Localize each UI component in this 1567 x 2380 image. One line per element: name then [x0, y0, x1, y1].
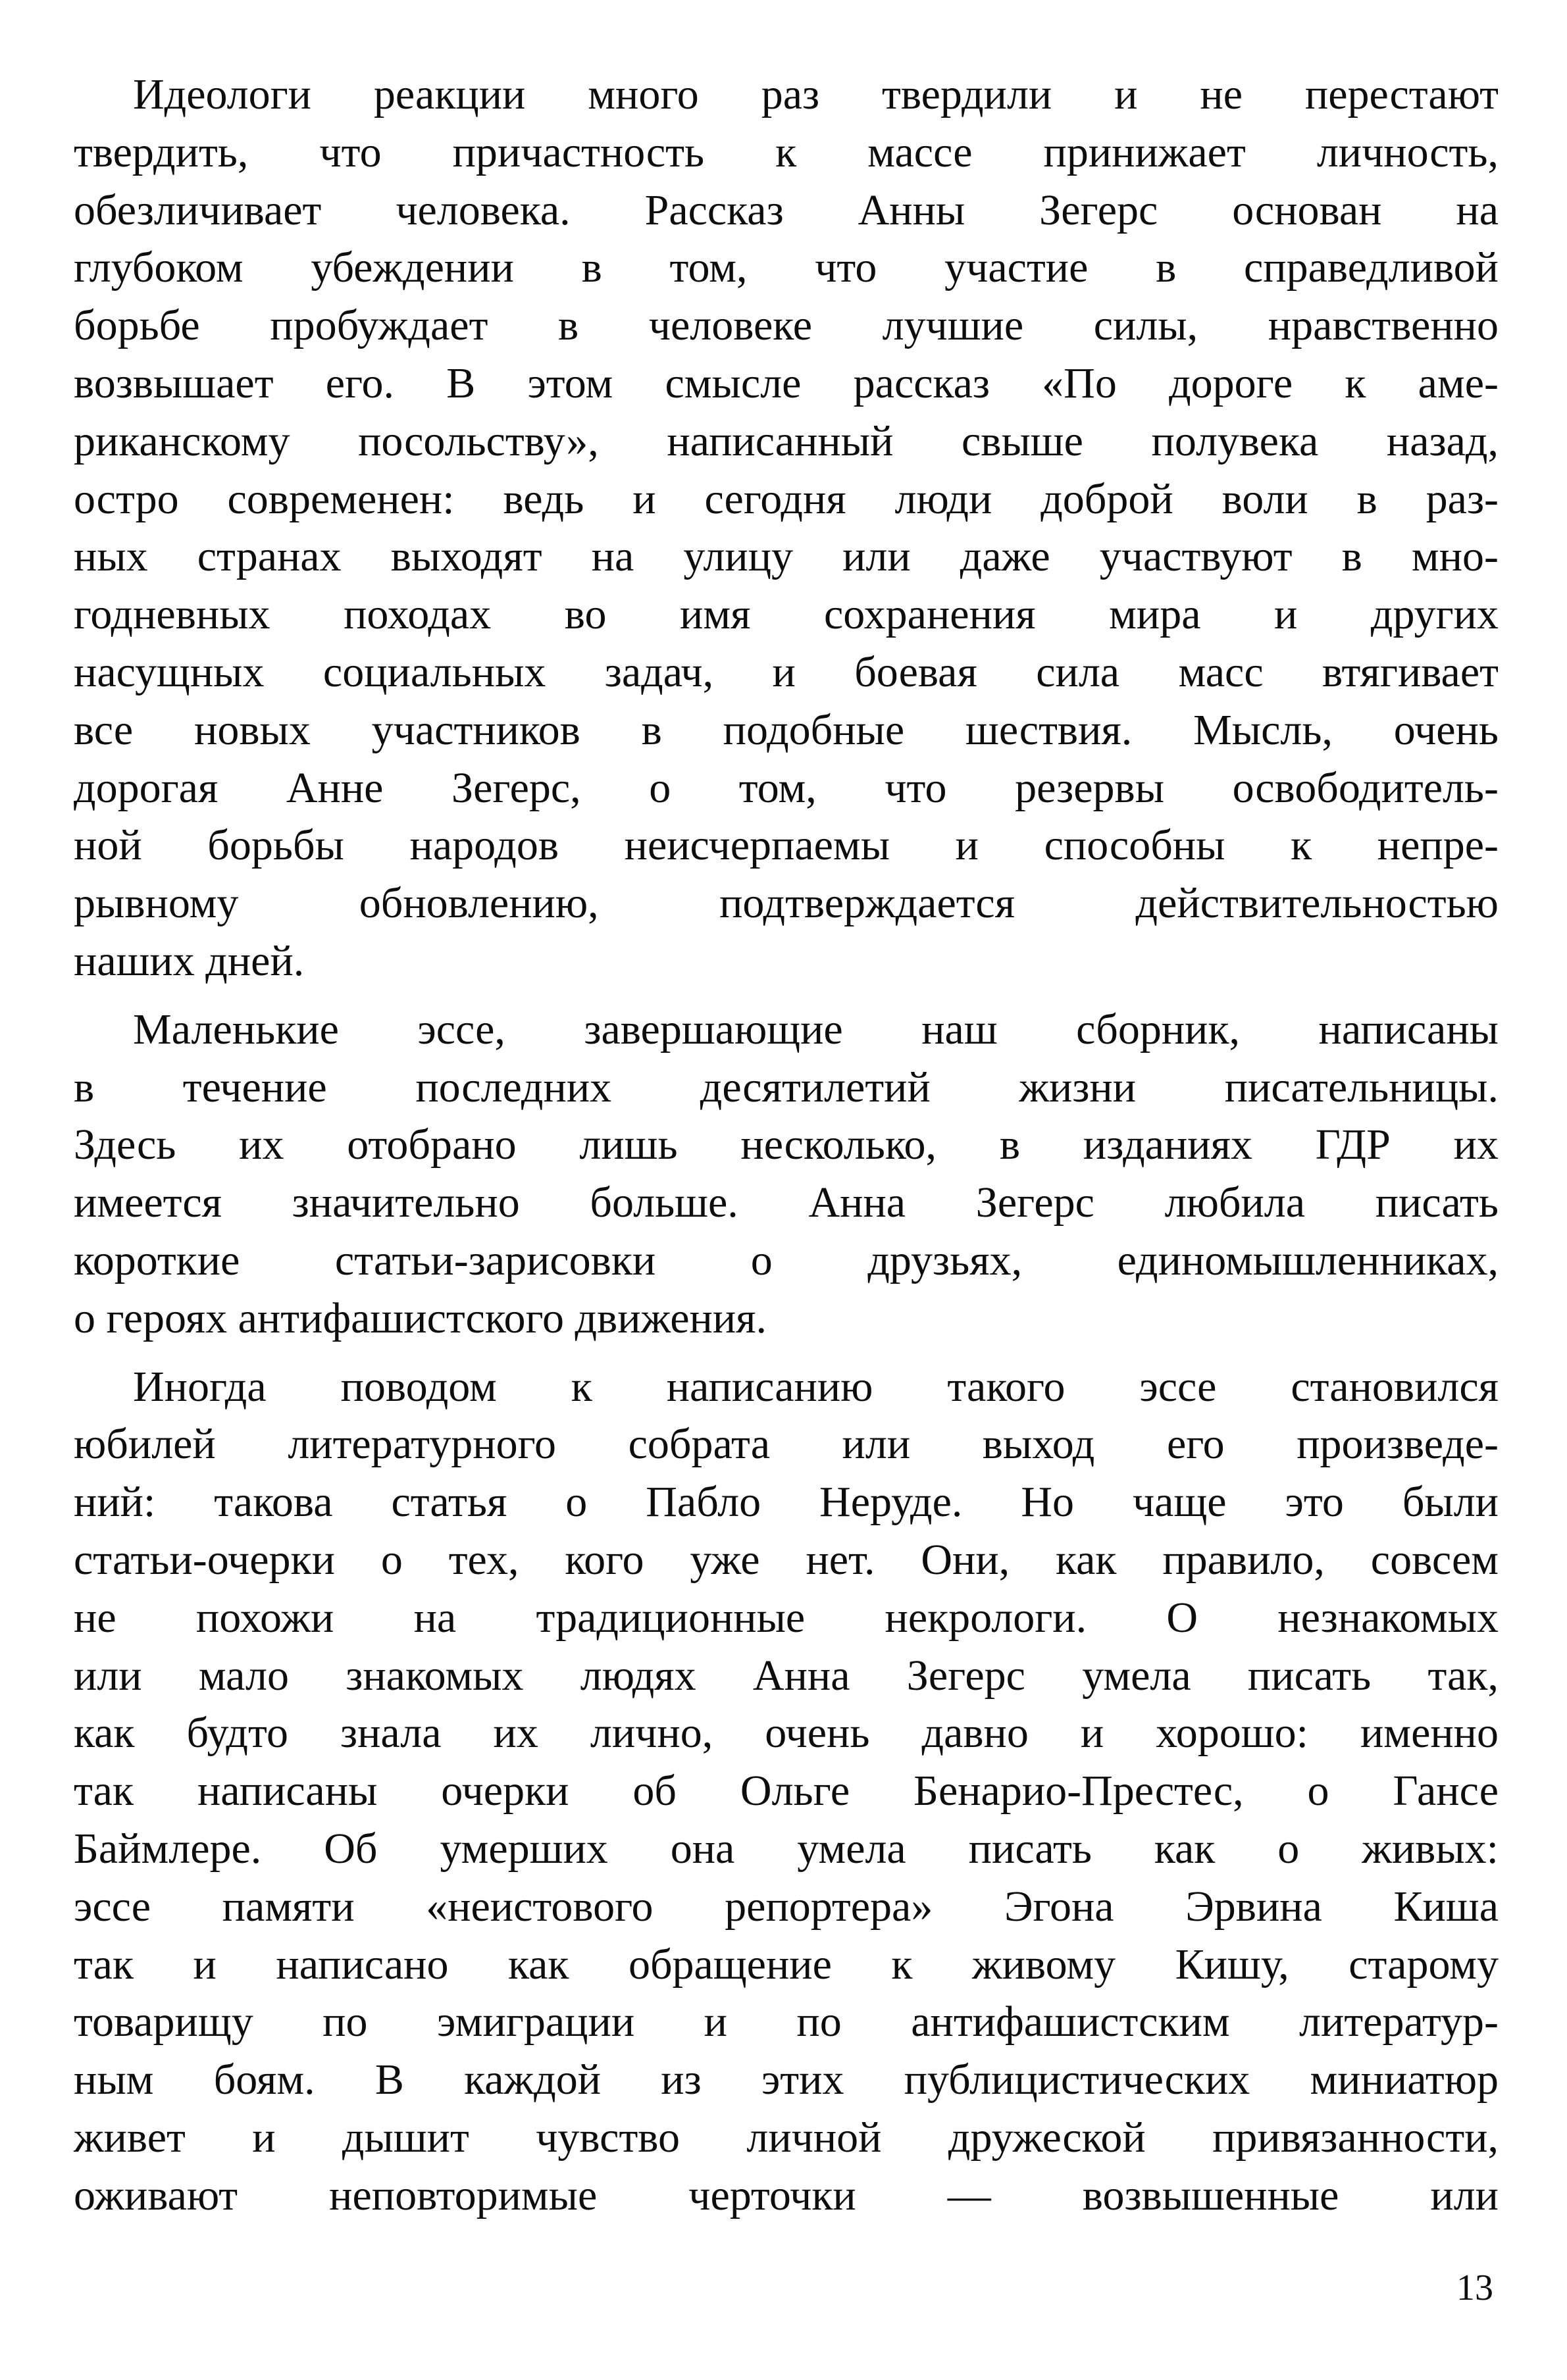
text-line: оживают неповторимые черточки — возвышенные или [74, 2171, 1499, 2219]
text-line: все новых участников в подобные шествия. Мысль, очень [74, 705, 1499, 754]
paragraph-1 [74, 66, 1499, 990]
text-line: возвышает его. В этом смысле рассказ «По дороге к аме- [74, 359, 1499, 407]
text-line: наших дней. [74, 936, 305, 985]
text-line: или мало знакомых людях Анна Зегерс умела писать так, [74, 1651, 1499, 1700]
text-line: ний: такова статья о Пабло Неруде. Но чаще это были [74, 1478, 1499, 1527]
text-line: Здесь их отобрано лишь несколько, в изданиях ГДР их [74, 1121, 1499, 1169]
text-line: о героях антифашистского движения. [74, 1294, 767, 1342]
text-line: дорогая Анне Зегерс, о том, что резервы освободитель- [74, 763, 1499, 812]
text-line: глубоком убеждении в том, что участие в справедливой [74, 243, 1499, 292]
paragraph-3 [74, 1358, 1499, 2225]
text-line: годневных походах во имя сохранения мира и других [74, 590, 1499, 639]
page-number: 13 [1456, 2267, 1493, 2308]
text-line: в течение последних десятилетий жизни писательницы. [74, 1063, 1499, 1111]
text-line: Баймлере. Об умерших она умела писать как о живых: [74, 1824, 1499, 1873]
text-line: товарищу по эмиграции и по антифашистским литератур- [74, 1998, 1499, 2046]
text-line: так и написано как обращение к живому Кишу, старому [74, 1940, 1499, 1988]
text-line: юбилей литературного собрата или выход его произведе- [74, 1420, 1499, 1469]
text-line: ным боям. В каждой из этих публицистических миниатюр [74, 2056, 1499, 2104]
text-line: обезличивает человека. Рассказ Анны Зегерс основан на [74, 186, 1499, 234]
text-line: ной борьбы народов неисчерпаемы и способны к непре- [74, 821, 1499, 870]
text-line: живет и дышит чувство личной дружеской привязанности, [74, 2113, 1499, 2162]
text-line: имеется значительно больше. Анна Зегерс любила писать [74, 1178, 1499, 1227]
text-line: Идеологи реакции много раз твердили и не перестают [133, 70, 1499, 118]
book-page-body [74, 66, 1499, 2235]
text-line: насущных социальных задач, и боевая сила масс втягивает [74, 647, 1499, 696]
text-line: как будто знала их лично, очень давно и хорошо: именно [74, 1709, 1499, 1758]
text-line: рывному обновлению, подтверждается действительностью [74, 879, 1499, 928]
text-line: борьбе пробуждает в человеке лучшие силы, нравственно [74, 301, 1499, 350]
text-line: эссе памяти «неистового репортера» Эгона Эрвина Киша [74, 1882, 1499, 1931]
paragraph-2 [74, 1001, 1499, 1348]
text-line: твердить, что причастность к массе принижает личность, [74, 128, 1499, 176]
text-line: не похожи на традиционные некрологи. О незнакомых [74, 1593, 1499, 1642]
text-line: ных странах выходят на улицу или даже участвуют в мно- [74, 532, 1499, 581]
text-line: статьи-очерки о тех, кого уже нет. Они, как правило, совсем [74, 1535, 1499, 1584]
text-line: так написаны очерки об Ольге Бенарио-Престес, о Гансе [74, 1767, 1499, 1815]
text-line: короткие статьи-зарисовки о друзьях, единомышленниках, [74, 1236, 1499, 1284]
text-line: Маленькие эссе, завершающие наш сборник, написаны [133, 1005, 1499, 1053]
text-line: риканскому посольству», написанный свыше полувека назад, [74, 417, 1499, 465]
text-line: Иногда поводом к написанию такого эссе становился [133, 1362, 1499, 1411]
text-line: остро современен: ведь и сегодня люди доброй воли в раз- [74, 474, 1499, 523]
